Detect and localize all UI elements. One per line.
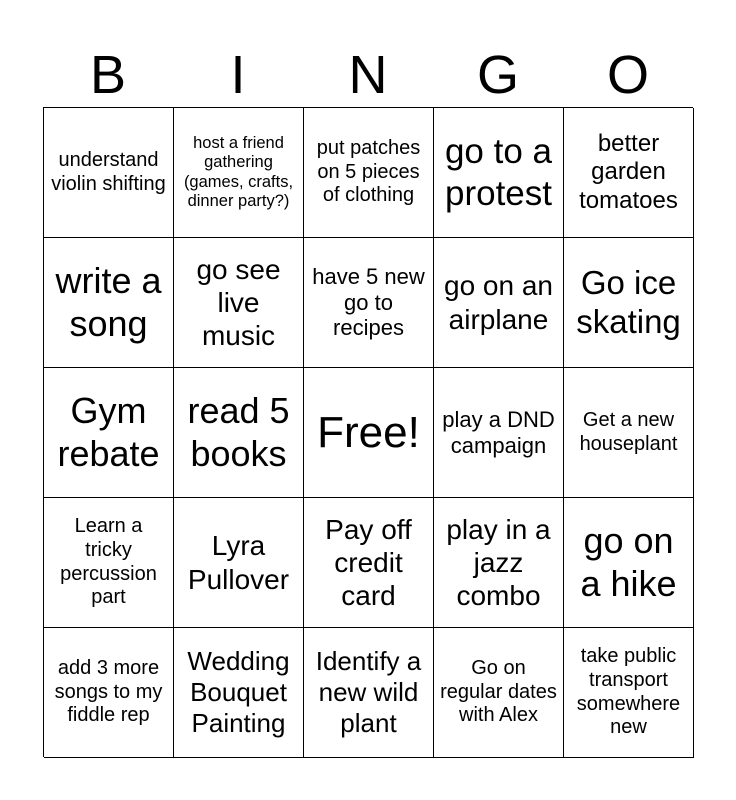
cell-text: write a song xyxy=(55,260,162,344)
cell-text: Go on regular dates with Alex xyxy=(440,657,557,727)
bingo-cell[interactable] xyxy=(434,368,564,498)
cell-text: put patches on 5 pieces of clothing xyxy=(316,137,421,207)
bingo-cell[interactable] xyxy=(174,238,304,368)
bingo-cell[interactable] xyxy=(434,498,564,628)
header-letter-g: G xyxy=(476,45,519,105)
header-letter-i: I xyxy=(230,45,246,105)
header-letter-b: B xyxy=(89,45,127,105)
cell-text: go on a hike xyxy=(580,520,677,604)
bingo-cell[interactable] xyxy=(304,238,434,368)
cell-text: take public transport somewhere new xyxy=(576,645,681,739)
cell-text: host a friend gathering (games, crafts, dinner party?) xyxy=(183,133,294,210)
cell-text: Gym rebate xyxy=(57,390,160,474)
bingo-cell[interactable] xyxy=(564,238,694,368)
bingo-cell[interactable] xyxy=(434,628,564,758)
cell-text: go see live music xyxy=(196,253,281,352)
bingo-cell[interactable] xyxy=(44,108,174,238)
bingo-cell[interactable] xyxy=(174,108,304,238)
cell-text: play a DND campaign xyxy=(442,406,555,458)
bingo-cell[interactable] xyxy=(434,108,564,238)
bingo-board xyxy=(43,107,693,757)
cell-text: Get a new houseplant xyxy=(579,408,678,455)
bingo-cell[interactable] xyxy=(44,498,174,628)
free-space-text: Free! xyxy=(317,407,420,457)
cell-text: better garden tomatoes xyxy=(579,130,678,214)
cell-text: Pay off credit card xyxy=(325,513,412,612)
bingo-cell[interactable] xyxy=(44,628,174,758)
cell-text: go on an airplane xyxy=(444,270,553,335)
cell-text: have 5 new go to recipes xyxy=(312,263,425,341)
header-letter-n: N xyxy=(348,45,388,105)
bingo-cell[interactable] xyxy=(174,368,304,498)
free-space-cell[interactable] xyxy=(304,368,434,498)
bingo-cell[interactable] xyxy=(564,628,694,758)
bingo-cell[interactable] xyxy=(434,238,564,368)
cell-text: Identify a new wild plant xyxy=(315,646,422,738)
bingo-cell[interactable] xyxy=(304,498,434,628)
cell-text: add 3 more songs to my fiddle rep xyxy=(54,657,163,727)
bingo-cell[interactable] xyxy=(44,368,174,498)
bingo-cell[interactable] xyxy=(564,368,694,498)
bingo-cell[interactable] xyxy=(304,628,434,758)
cell-text: understand violin shifting xyxy=(51,148,166,195)
cell-text: read 5 books xyxy=(187,390,290,474)
bingo-cell[interactable] xyxy=(304,108,434,238)
cell-text: play in a jazz combo xyxy=(446,513,551,612)
bingo-cell[interactable] xyxy=(564,108,694,238)
cell-text: Lyra Pullover xyxy=(187,530,290,595)
header-letter-o: O xyxy=(606,45,649,105)
bingo-cell[interactable] xyxy=(174,628,304,758)
cell-text: Wedding Bouquet Painting xyxy=(187,646,290,738)
bingo-cell[interactable] xyxy=(44,238,174,368)
bingo-cell[interactable] xyxy=(174,498,304,628)
bingo-cell[interactable] xyxy=(564,498,694,628)
cell-text: go to a protest xyxy=(444,132,553,213)
cell-text: Learn a tricky percussion part xyxy=(60,515,157,609)
cell-text: Go ice skating xyxy=(576,263,681,340)
bingo-header xyxy=(43,42,693,108)
